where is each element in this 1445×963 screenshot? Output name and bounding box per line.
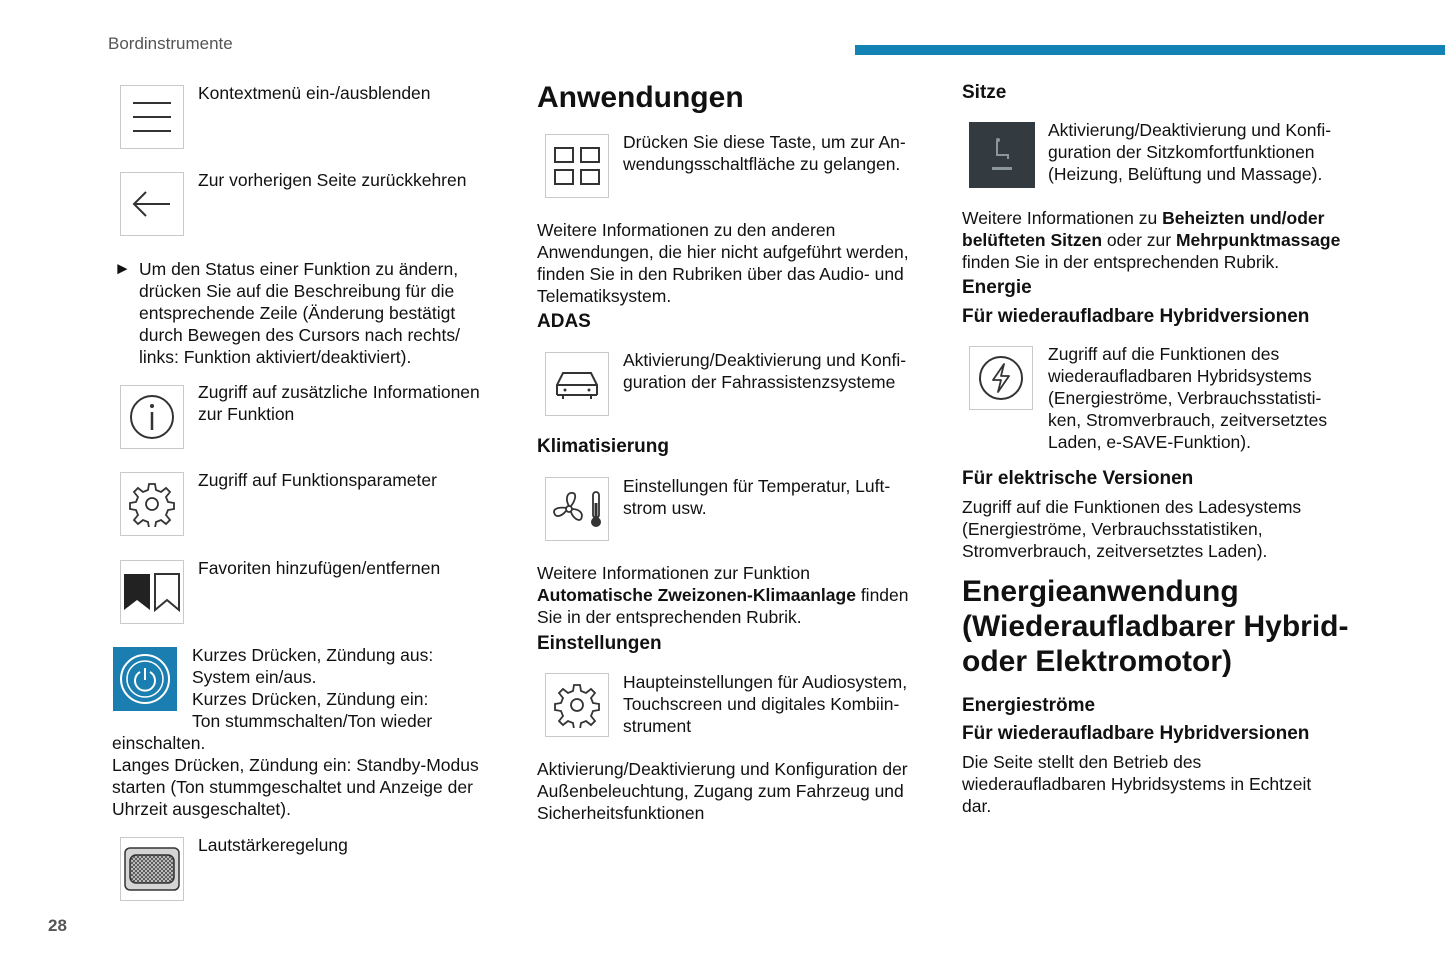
climate-description: Einstellungen für Temperatur, Luft- strom usw.: [623, 476, 891, 518]
back-description: Zur vorherigen Seite zurückkehren: [198, 170, 467, 190]
gear-icon: [120, 472, 184, 536]
settings-description: Haupteinstellungen für Audiosystem, Touchscreen und digitales Kombiin- strument: [623, 672, 908, 736]
header-accent-bar: [855, 45, 1445, 55]
volume-knob-icon: [120, 837, 184, 901]
energy-heading: Energie: [962, 277, 1032, 298]
seats-description: Aktivierung/Deaktivierung und Konfi- guration der Sitzkomfortfunktionen (Heizung, Belüftung und Massage).: [1048, 120, 1332, 184]
power-icon: [113, 647, 177, 711]
energy-electric-description: Zugriff auf die Funktionen des Ladesystems (Energieströme, Verbrauchsstatistiken, Stromverbrauch, zeitversetztes Laden).: [962, 497, 1302, 561]
energy-flows-heading: Energieströme: [962, 695, 1096, 716]
info-description: Zugriff auf zusätzliche Informationen zur Funktion: [198, 382, 480, 424]
energy-flows-description: Die Seite stellt den Betrieb des wiederaufladbaren Hybridsystems in Echtzeit dar.: [962, 752, 1312, 816]
applications-title: Anwendungen: [537, 81, 744, 114]
volume-description: Lautstärkeregelung: [198, 835, 348, 855]
menu-icon: [120, 85, 184, 149]
apps-info-text: Weitere Informationen zu den anderen Anwendungen, die hier nicht aufgeführt werden, finden Sie in den Rubriken über das Audio- und Telematiksystem.: [537, 220, 909, 306]
power-description-continued: einschalten. Langes Drücken, Zündung ein: Standby-Modus starten (Ton stummgeschaltet und Anzeige der Uhrzeit ausgeschaltet).: [112, 733, 479, 819]
section-label: Bordinstrumente: [108, 34, 233, 53]
energy-bolt-icon: [969, 346, 1033, 410]
car-icon: [545, 352, 609, 416]
energy-hybrid-subheading: Für wiederaufladbare Hybridversionen: [962, 306, 1310, 327]
back-arrow-icon: [120, 172, 184, 236]
power-description: Kurzes Drücken, Zündung aus: System ein/aus. Kurzes Drücken, Zündung ein: Ton stummschalten/Ton wieder: [192, 645, 434, 731]
settings-gear-icon: [545, 673, 609, 737]
climate-fan-icon: [545, 477, 609, 541]
page-number: 28: [48, 916, 67, 935]
energy-hybrid-description: Zugriff auf die Funktionen des wiederaufladbaren Hybridsystems (Energieströme, Verbrauchsstatisti- ken, Stromverbrauch, zeitversetztes Laden, e-SAVE-Funktion).: [1048, 344, 1328, 452]
energy-electric-subheading: Für elektrische Versionen: [962, 468, 1194, 489]
seats-info-text: Weitere Informationen zu Beheizten und/oder belüfteten Sitzen oder zur Mehrpunktmassage finden Sie in der entsprechenden Rubrik.: [962, 208, 1341, 272]
adas-description: Aktivierung/Deaktivierung und Konfi- guration der Fahrassistenzsysteme: [623, 350, 907, 392]
climate-heading: Klimatisierung: [537, 436, 669, 457]
favorites-description: Favoriten hinzufügen/entfernen: [198, 558, 441, 578]
energy-app-title: Energieanwendung (Wiederaufladbarer Hybrid- oder Elektromotor): [962, 575, 1349, 678]
seats-heading: Sitze: [962, 82, 1007, 103]
bookmark-icon: [120, 560, 184, 624]
parameters-description: Zugriff auf Funktionsparameter: [198, 470, 437, 490]
adas-heading: ADAS: [537, 311, 591, 332]
energy-flows-subheading: Für wiederaufladbare Hybridversionen: [962, 723, 1310, 744]
apps-grid-icon: [545, 134, 609, 198]
apps-button-description: Drücken Sie diese Taste, um zur An- wendungsschaltfläche zu gelangen.: [623, 132, 906, 174]
bullet-marker: ►: [114, 259, 131, 278]
climate-info-text: Weitere Informationen zur Funktion Automatische Zweizonen-Klimaanlage finden Sie in der entsprechenden Rubrik.: [537, 563, 909, 627]
info-icon: [120, 385, 184, 449]
menu-description: Kontextmenü ein-/ausblenden: [198, 83, 431, 103]
settings-heading: Einstellungen: [537, 633, 662, 654]
status-change-instructions: Um den Status einer Funktion zu ändern, drücken Sie auf die Beschreibung für die entsprechende Zeile (Änderung bestätigt durch Bewegen des Cursors nach rechts/ links: Funktion aktiviert/deaktiviert).: [139, 259, 460, 367]
seat-icon: [969, 122, 1035, 188]
settings-info-text: Aktivierung/Deaktivierung und Konfiguration der Außenbeleuchtung, Zugang zum Fahrzeug und Sicherheitsfunktionen: [537, 759, 908, 823]
